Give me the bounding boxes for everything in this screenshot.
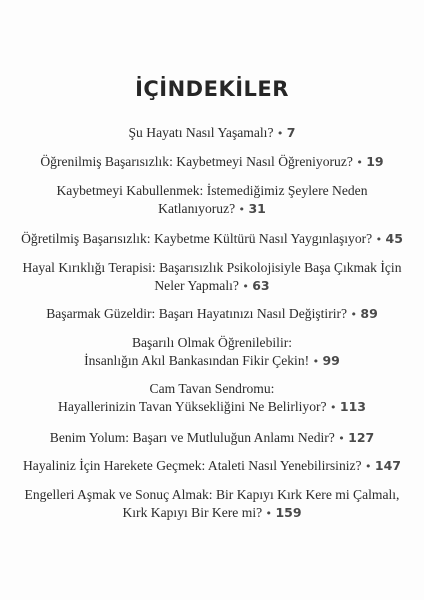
entry-title-line: Hayallerinizin Tavan Yüksekliğini Ne Belirliyor? (58, 399, 327, 414)
bullet: • (338, 432, 345, 445)
entry-title-line: Engelleri Aşmak ve Sonuç Almak: Bir Kapıyı Kırk Kere mi Çalmalı, (24, 487, 400, 502)
bullet: • (276, 127, 284, 140)
toc-entry (0, 124, 424, 143)
entry-title-line: Hayal Kırıklığı Terapisi: Başarısızlık Psikolojisiyle Başa Çıkmak İçin (22, 260, 402, 275)
page-number: 113 (339, 399, 366, 414)
toc-entry (0, 334, 424, 371)
bullet: • (350, 308, 357, 321)
entry-title-line: Katlanıyoruz? (158, 201, 236, 216)
entry-title-line: Kırk Kapıyı Bir Kere mi? (122, 505, 263, 520)
toc-entry (0, 429, 424, 448)
entry-title-line: Şu Hayatı Nasıl Yaşamalı? (128, 125, 274, 140)
toc-entry (0, 486, 424, 523)
page-number: 127 (348, 430, 375, 445)
toc-entry (0, 380, 424, 417)
bullet: • (356, 156, 363, 169)
bullet: • (365, 460, 372, 473)
entry-title-line: Benim Yolum: Başarı ve Mutluluğun Anlamı Nedir? (49, 430, 335, 445)
entry-title-line: İnsanlığın Akıl Bankasından Fikir Çekin! (84, 353, 310, 368)
entry-title-line: Neler Yapmalı? (154, 278, 239, 293)
toc-entry (0, 153, 424, 172)
page-number: 89 (360, 306, 378, 321)
page-number: 45 (385, 231, 403, 246)
page-number: 99 (322, 353, 340, 368)
bullet: • (312, 355, 320, 368)
entry-title-line: Başarılı Olmak Öğrenilebilir: (131, 335, 293, 350)
bullet: • (238, 203, 246, 216)
toc-entry (0, 457, 424, 476)
page-title: İÇİNDEKİLER (135, 77, 289, 101)
page-number: 31 (248, 201, 266, 216)
bullet: • (375, 233, 383, 246)
entry-title-line: Kaybetmeyi Kabullenmek: İstemediğimiz Şeylere Neden (56, 183, 368, 198)
entry-title-line: Cam Tavan Sendromu: (149, 381, 275, 396)
page-number: 19 (366, 154, 384, 169)
toc-entry (0, 230, 424, 249)
entry-title-line: Öğrenilmiş Başarısızlık: Kaybetmeyi Nasıl Öğreniyoruz? (40, 154, 353, 169)
toc-entry (0, 259, 424, 296)
entry-title-line: Başarmak Güzeldir: Başarı Hayatınızı Nasıl Değiştirir? (46, 306, 348, 321)
toc-entry (0, 305, 424, 324)
bullet: • (242, 280, 249, 293)
page-number: 63 (252, 278, 270, 293)
bullet: • (330, 401, 337, 414)
bullet: • (265, 507, 273, 520)
page-number: 147 (374, 458, 401, 473)
entry-title-line: Hayaliniz İçin Harekete Geçmek: Ataleti Nasıl Yenebilirsiniz? (22, 458, 362, 473)
page-number: 7 (286, 125, 296, 140)
page-number: 159 (275, 505, 302, 520)
toc-entry (0, 182, 424, 219)
entry-title-line: Öğretilmiş Başarısızlık: Kaybetme Kültürü Nasıl Yaygınlaşıyor? (21, 231, 373, 246)
